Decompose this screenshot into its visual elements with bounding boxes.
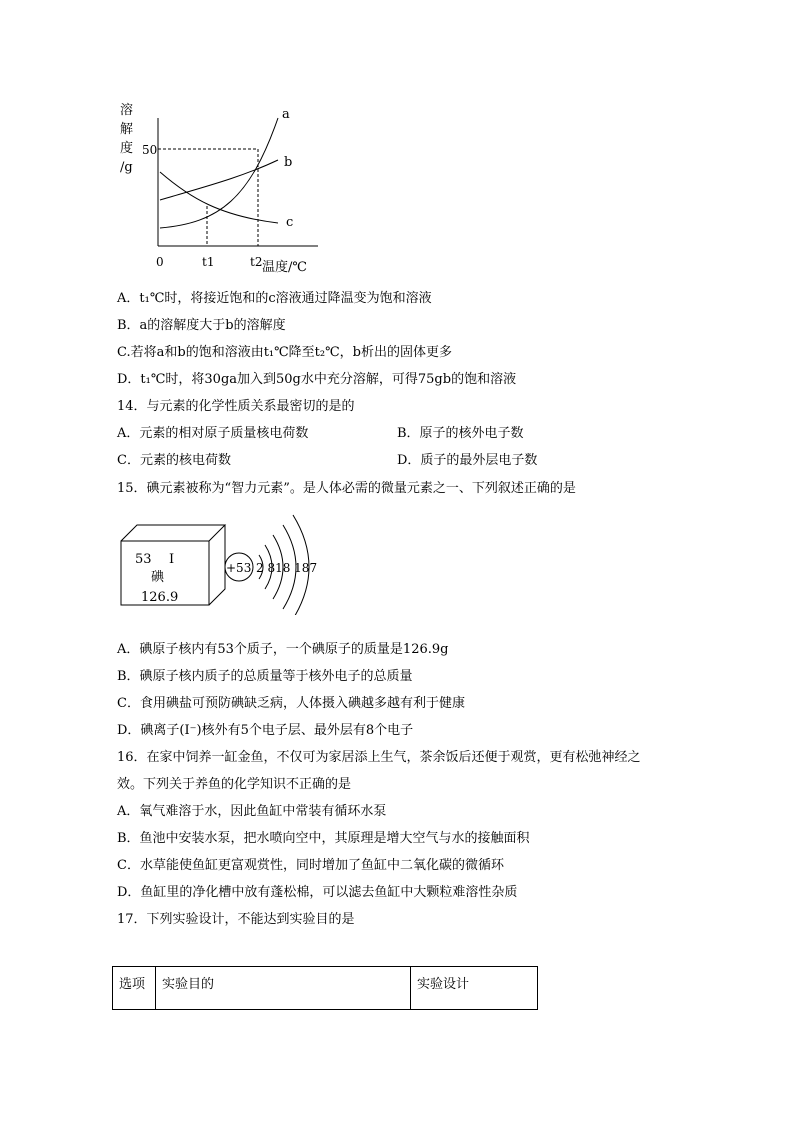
q13-option-a: A．t₁℃时，将接近饱和的c溶液通过降温变为饱和溶液 — [117, 291, 432, 306]
nucleus-charge: +53 — [226, 561, 252, 575]
q16-option-b: B．鱼池中安装水泵，把水喷向空中，其原理是增大空气与水的接触面积 — [117, 831, 530, 846]
q13-option-d: D．t₁℃时，将30ga加入到50g水中充分溶解，可得75gb的饱和溶液 — [117, 372, 517, 387]
q15-option-b: B．碘原子核内质子的总质量等于核外电子的总质量 — [117, 669, 413, 684]
q15-option-d: D．碘离子(I⁻)核外有5个电子层、最外层有8个电子 — [117, 723, 414, 738]
q17-table — [112, 966, 538, 1010]
t2-label: t2 — [250, 255, 263, 269]
table-header-cell: 实验设计 — [411, 967, 538, 1010]
q16-stem-line2: 效。下列关于养鱼的化学知识不正确的是 — [117, 777, 352, 792]
q13-option-b: B．a的溶解度大于b的溶解度 — [117, 318, 286, 333]
y-label-char: /g — [120, 160, 133, 175]
table-header-cell: 选项 — [113, 967, 156, 1010]
table-header-cell: 实验目的 — [156, 967, 411, 1010]
solubility-graph — [110, 98, 330, 278]
curve-a — [160, 118, 278, 228]
table-row — [113, 967, 538, 1010]
q15-option-a: A．碘原子核内有53个质子，一个碘原子的质量是126.9g — [117, 642, 449, 657]
iodine-diagram — [115, 505, 335, 615]
curve-b — [160, 160, 278, 200]
electron-config: 2 818 187 — [256, 561, 318, 575]
y-label-char: 解 — [120, 122, 134, 137]
q16-stem-line1: 16．在家中饲养一缸金鱼，不仅可为家居添上生气，茶余饭后还便于观赏，更有松弛神经之 — [117, 750, 641, 765]
q15-option-c: C．食用碘盐可预防碘缺乏病，人体摄入碘越多越有利于健康 — [117, 696, 465, 711]
origin-label: 0 — [156, 255, 164, 269]
q17-stem: 17．下列实验设计，不能达到实验目的是 — [117, 912, 355, 927]
q15-stem: 15．碘元素被称为“智力元素”。是人体必需的微量元素之一、下列叙述正确的是 — [117, 481, 576, 496]
curve-b-label: b — [284, 155, 293, 170]
q16-option-d: D．鱼缸里的净化槽中放有蓬松棉，可以滤去鱼缸中大颗粒难溶性杂质 — [117, 885, 518, 900]
y-label-char: 溶 — [120, 103, 134, 118]
curve-c-label: c — [286, 215, 294, 230]
element-name: 碘 — [151, 570, 165, 585]
q13-option-c: C.若将a和b的饱和溶液由t₁℃降至t₂℃，b析出的固体更多 — [117, 345, 452, 360]
q14-option-b: B．原子的核外电子数 — [397, 426, 524, 441]
q16-option-c: C．水草能使鱼缸更富观赏性，同时增加了鱼缸中二氧化碳的微循环 — [117, 858, 504, 873]
element-symbol: I — [169, 552, 175, 567]
element-mass: 126.9 — [141, 590, 179, 605]
x-axis-label: 温度/℃ — [262, 260, 307, 275]
t1-label: t1 — [202, 255, 215, 269]
q16-option-a: A．氧气难溶于水，因此鱼缸中常装有循环水泵 — [117, 804, 387, 819]
element-number: 53 — [135, 552, 152, 567]
q14-option-a: A．元素的相对原子质量核电荷数 — [117, 426, 309, 441]
y-tick-50: 50 — [142, 143, 158, 157]
curve-a-label: a — [282, 107, 290, 122]
curve-c — [160, 172, 278, 223]
y-label-char: 度 — [120, 141, 134, 156]
q14-stem: 14．与元素的化学性质关系最密切的是的 — [117, 399, 355, 414]
q14-option-d: D．质子的最外层电子数 — [397, 453, 538, 468]
q14-option-c: C．元素的核电荷数 — [117, 453, 231, 468]
